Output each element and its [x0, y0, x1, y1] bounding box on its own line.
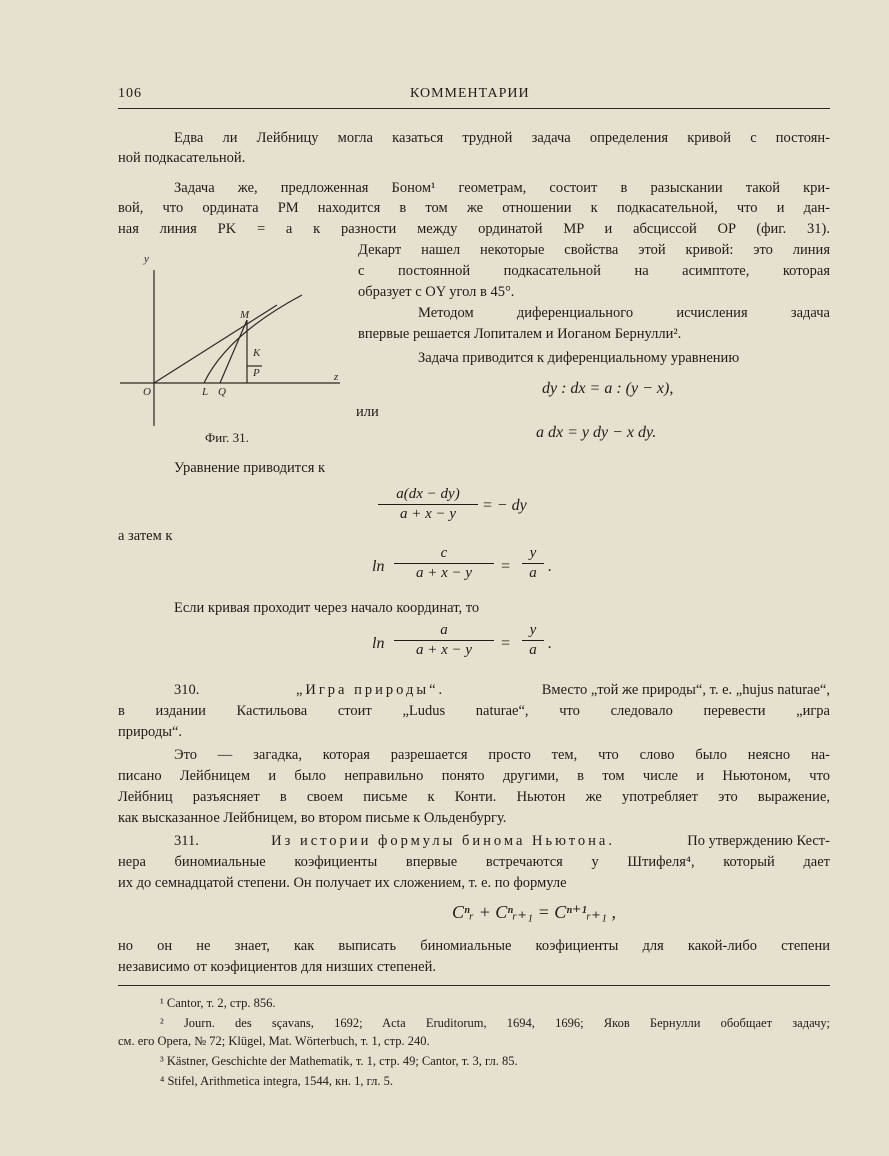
- equation-4-rhs-numerator: y: [522, 545, 544, 564]
- equation-5-rhs-denominator: a: [529, 642, 537, 658]
- equation-6: Cⁿᵣ + Cⁿᵣ₊₁ = Cⁿ⁺¹ᵣ₊₁ ,: [452, 902, 617, 922]
- text-line: их до семнадцатой степени. Он получает их сложением, т. е. по формуле: [118, 875, 567, 891]
- text-line: Если кривая проходит через начало координат, то: [174, 600, 480, 616]
- section-number: 311.: [174, 833, 199, 849]
- text-line: природы“.: [118, 724, 183, 740]
- equation-5-rhs-numerator: y: [522, 622, 544, 641]
- text-line: Это — загадка, которая разрешается просто тем, что слово было неясно на-: [174, 747, 830, 763]
- header-rule: [118, 108, 830, 109]
- equation-3-numerator: a(dx − dy): [378, 486, 478, 505]
- equation-4-fraction: [394, 545, 494, 582]
- equation-2: a dx = y dy − x dy.: [536, 424, 657, 441]
- label-z: z: [334, 371, 339, 383]
- section-title: „Игра природы“.: [295, 682, 446, 698]
- text-line: вой, что ордината PM находится в том же отношении к подкасательной, что и дан-: [118, 200, 830, 216]
- text-line: но он не знает, как выписать биномиальные коэфициенты для какой-либо степени: [118, 938, 830, 954]
- text-line: с постоянной подкасательной на асимптоте, которая: [358, 263, 830, 279]
- equation-5-ln: ln: [372, 635, 385, 652]
- label-o: O: [143, 386, 151, 398]
- equation-4-numerator: c: [394, 545, 494, 564]
- equation-5-period: .: [548, 635, 552, 652]
- label-y: y: [144, 253, 149, 265]
- equation-4-rhs-fraction: [522, 545, 544, 582]
- text-line: Задача же, предложенная Боном¹ геометрам, состоит в разыскании такой кри-: [174, 180, 830, 196]
- equation-1: dy : dx = a : (y − x),: [542, 380, 674, 397]
- label-m: M: [240, 309, 250, 321]
- label-k: K: [253, 347, 261, 359]
- text-line: Лейбниц разъясняет в своем письме к Конти. Ньютон же употребляет это выражение,: [118, 789, 830, 805]
- text-line: в издании Кастильова стоит „Ludus naturae“, что следовало перевести „игра: [118, 703, 830, 719]
- equation-5-equals: =: [500, 635, 511, 652]
- footnote-2-line-2: см. его Opera, № 72; Klügel, Mat. Wörterbuch, т. 1, стр. 240.: [118, 1034, 430, 1048]
- footnote-rule: [118, 985, 830, 986]
- equation-4-ln: ln: [372, 558, 385, 575]
- equation-5-fraction: [394, 622, 494, 659]
- text-line: впервые решается Лопиталем и Иоганом Бернулли².: [358, 326, 682, 342]
- page-number: 106: [118, 86, 142, 101]
- label-l: L: [202, 386, 209, 398]
- figure-31: [112, 240, 352, 440]
- text-line: как высказанное Лейбницем, во втором письме к Ольденбургу.: [118, 810, 507, 826]
- label-p: P: [253, 367, 260, 379]
- equation-4-period: .: [548, 558, 552, 575]
- equation-4-equals: =: [500, 558, 511, 575]
- text-line: Декарт нашел некоторые свойства этой кривой: это линия: [358, 242, 830, 258]
- text-line: Уравнение приводится к: [174, 460, 326, 476]
- equation-5-rhs-fraction: [522, 622, 544, 659]
- text-line: нера биномиальные коэфициенты впервые встречаются у Штифеля⁴, который дает: [118, 854, 830, 870]
- equation-5-denominator: a + x − y: [415, 642, 473, 658]
- text-line: образует с OY угол в 45°.: [358, 284, 515, 300]
- section-311-heading-line: [174, 831, 830, 851]
- equation-3-rhs: = − dy: [482, 497, 527, 514]
- text-line: независимо от коэфициентов для низших степеней.: [118, 959, 436, 975]
- equation-3-denominator: a + x − y: [399, 506, 457, 522]
- tangent-line: [220, 320, 247, 383]
- equation-3-fraction: [378, 486, 478, 523]
- footnote-1: ¹ Cantor, т. 2, стр. 856.: [160, 996, 276, 1010]
- text-line: ная линия PK = a к разности между ординатой MP и абсциссой OP (фиг. 31).: [118, 221, 830, 237]
- footnote-3: ³ Kästner, Geschichte der Mathematik, т. 1, стр. 49; Cantor, т. 3, гл. 85.: [160, 1054, 518, 1068]
- section-310-heading-line: [174, 680, 830, 700]
- text-line: Задача приводится к диференциальному уравнению: [418, 350, 740, 366]
- footnote-4: ⁴ Stifel, Arithmetica integra, 1544, кн. 1, гл. 5.: [160, 1074, 394, 1088]
- label-q: Q: [218, 386, 226, 398]
- running-title: КОММЕНТАРИИ: [410, 86, 530, 101]
- text-line: а затем к: [118, 528, 173, 544]
- footnote-2-line-1: ² Journ. des sçavans, 1692; Acta Eruditorum, 1694, 1696; Яков Бернулли обобщает задачу;: [160, 1016, 830, 1030]
- equation-5-numerator: a: [394, 622, 494, 641]
- text-line: писано Лейбницем и было неправильно понято другими, в том числе и Ньютоном, что: [118, 768, 830, 784]
- text-line: По утверждению Кест-: [687, 833, 830, 849]
- text-line: Вместо „той же природы“, т. е. „hujus naturae“,: [541, 682, 830, 698]
- text-line: Методом диференциального исчисления задача: [418, 305, 830, 321]
- equation-4-rhs-denominator: a: [529, 565, 537, 581]
- section-number: 310.: [174, 682, 200, 698]
- section-title: Из истории формулы бинома Ньютона.: [271, 833, 615, 849]
- text-line: ной подкасательной.: [118, 150, 246, 166]
- text-line: Едва ли Лейбницу могла казаться трудной задача определения кривой с постоян-: [174, 130, 830, 146]
- or-word: или: [356, 404, 379, 420]
- equation-4-denominator: a + x − y: [415, 565, 473, 581]
- figure-caption: Фиг. 31.: [205, 430, 249, 445]
